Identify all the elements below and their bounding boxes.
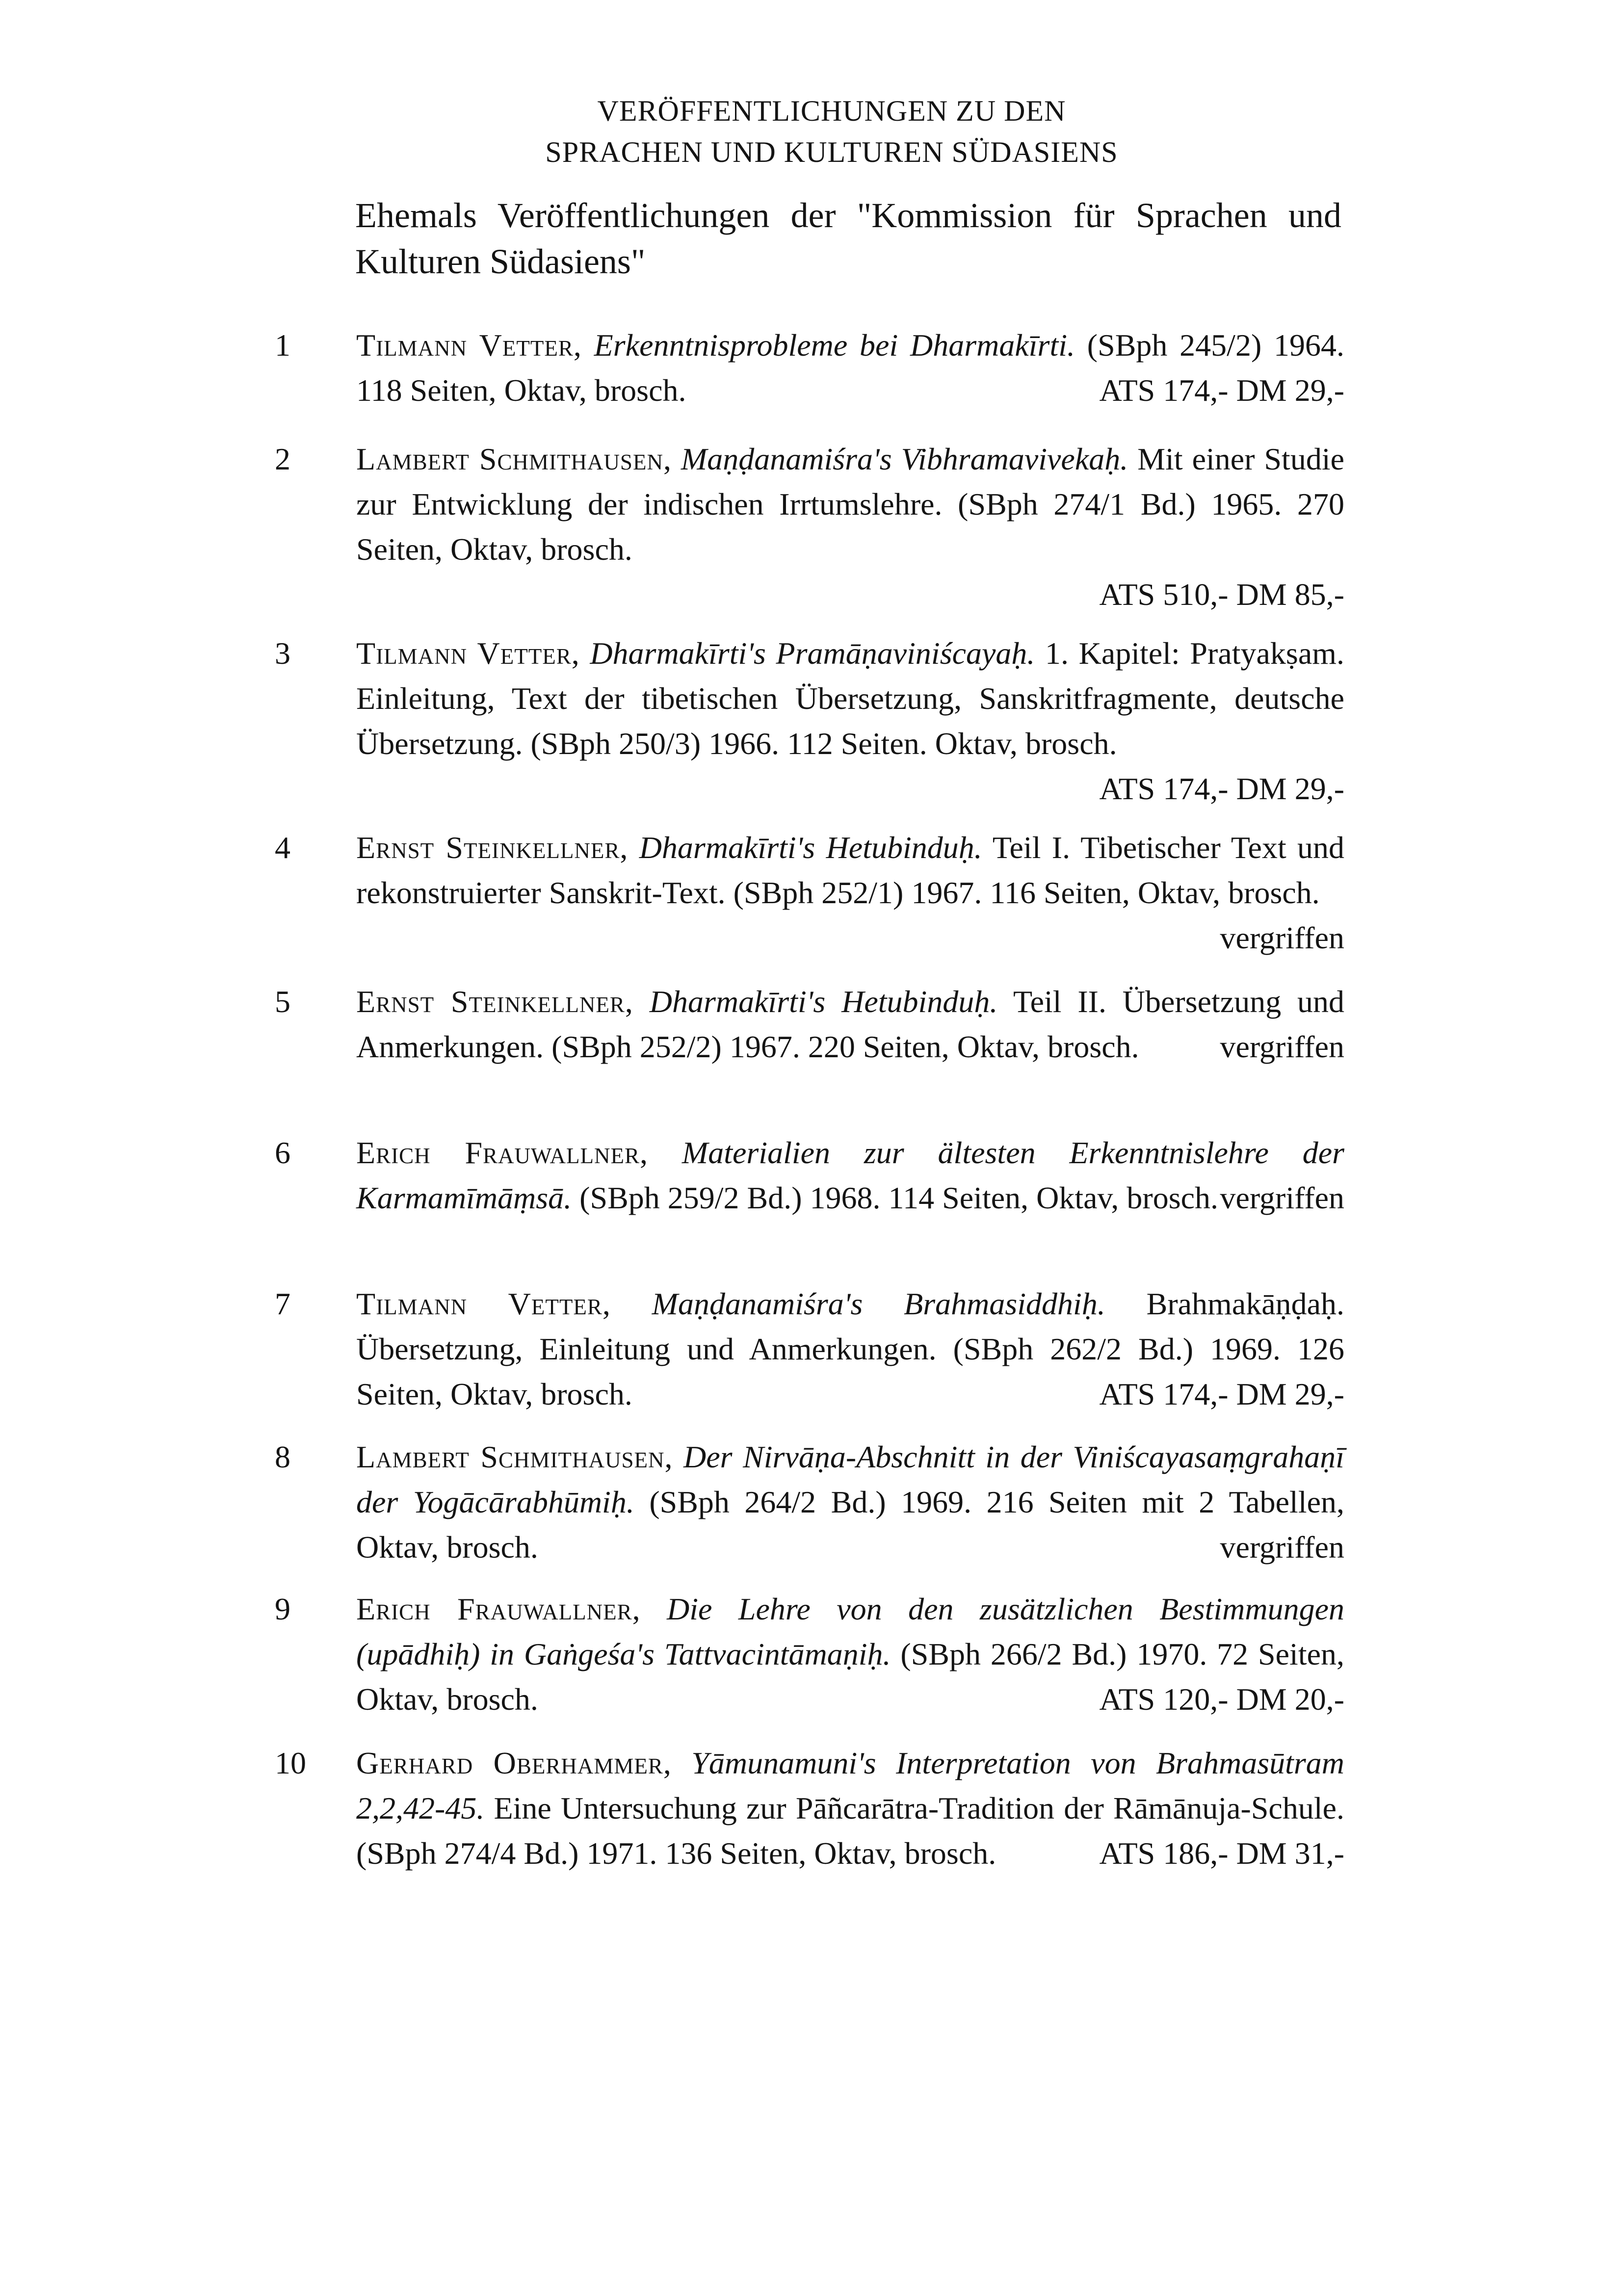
entry-details: Teil I. Tibetischer Text und rekonstruierter Sanskrit-Text. (SBph 252/1) 1967. 116 Seiten, Oktav, brosch. [356, 830, 1345, 910]
entry-author: Ernst Steinkellner, [356, 830, 629, 865]
entry-title: Materialien zur ältesten Erkenntnislehre der Karmamīmāṃsā. [356, 1135, 1345, 1215]
entry-body [356, 1741, 1344, 1876]
series-header-line2: SPRACHEN UND KULTUREN SÜDASIENS [545, 136, 1118, 168]
entry-details: (SBph 264/2 Bd.) 1969. 216 Seiten mit 2 Tabellen, Oktav, brosch. [356, 1485, 1345, 1565]
entry-number: 10 [275, 1746, 306, 1780]
entry-price: ATS 174,- DM 29,- [1099, 1377, 1344, 1411]
entry-price: ATS 174,- DM 29,- [1099, 373, 1344, 408]
entry-title: Maṇḍanamiśra's Vibhramavivekaḥ. [681, 442, 1128, 476]
entry-body [356, 1130, 1344, 1221]
entry-author: Gerhard Oberhammer, [356, 1746, 672, 1780]
entry-body [356, 1587, 1344, 1722]
entry-price: ATS 174,- DM 29,- [1099, 771, 1344, 806]
entry-number: 5 [275, 984, 290, 1019]
entry-title: Der Nirvāṇa-Abschnitt in der Viniścayasaṃgrahaṇī der Yogācārabhūmiḥ. [356, 1439, 1344, 1519]
entry-number: 4 [275, 830, 290, 865]
entry-number: 6 [275, 1135, 290, 1170]
entry-author: Lambert Schmithausen, [356, 1439, 673, 1474]
entry-details: (SBph 266/2 Bd.) 1970. 72 Seiten, Oktav, brosch. [356, 1637, 1345, 1717]
entry-title: Maṇḍanamiśra's Brahmasiddhiḥ. [652, 1286, 1105, 1321]
entry-number: 9 [275, 1592, 290, 1626]
entry-number: 1 [275, 328, 290, 363]
entry-author: Erich Frauwallner, [356, 1592, 641, 1626]
entry-author: Lambert Schmithausen, [356, 442, 672, 476]
entry-details: Eine Untersuchung zur Pāñcarātra-Tradition der Rāmānuja-Schule. (SBph 274/4 Bd.) 1971. 136 Seiten, Oktav, brosch. [356, 1791, 1345, 1871]
entry-price: vergriffen [1220, 1029, 1344, 1064]
entry-title: Dharmakīrti's Pramāṇaviniścayaḥ. [590, 636, 1035, 671]
entry-price: ATS 120,- DM 20,- [1099, 1682, 1344, 1717]
series-subtitle: Ehemals Veröffentlichungen der "Kommission für Sprachen und Kulturen Südasiens" [355, 196, 1341, 281]
entry-price: vergriffen [1220, 920, 1344, 955]
entry-author: Erich Frauwallner, [356, 1135, 649, 1170]
entry-details: (SBph 245/2) 1964. 118 Seiten, Oktav, brosch. [356, 328, 1345, 408]
entry-details: (SBph 259/2 Bd.) 1968. 114 Seiten, Oktav, brosch. [579, 1180, 1218, 1215]
entry-details: Mit einer Studie zur Entwicklung der indischen Irrtumslehre. (SBph 274/1 Bd.) 1965. 270 Seiten, Oktav, brosch. [356, 442, 1345, 567]
entry-author: Tilmann Vetter, [356, 636, 580, 671]
entry-body [356, 1281, 1344, 1417]
entry-body [356, 437, 1344, 617]
entry-number: 7 [275, 1286, 290, 1321]
entry-body [356, 825, 1344, 961]
entry-body [356, 979, 1344, 1070]
entry-price: ATS 510,- DM 85,- [1099, 577, 1344, 612]
entry-body [356, 631, 1344, 811]
entry-details: Teil II. Übersetzung und Anmerkungen. (SBph 252/2) 1967. 220 Seiten, Oktav, brosch. [356, 984, 1344, 1064]
entry-number: 2 [275, 442, 290, 476]
entry-title: Die Lehre von den zusätzlichen Bestimmungen (upādhiḥ) in Gaṅgeśa's Tattvacintāmaṇiḥ. [356, 1592, 1345, 1671]
entry-details: Brahmakāṇḍaḥ. Übersetzung, Einleitung und Anmerkungen. (SBph 262/2 Bd.) 1969. 126 Seiten, Oktav, brosch. [356, 1286, 1345, 1411]
series-header-line1: VERÖFFENTLICHUNGEN ZU DEN [597, 95, 1066, 127]
entry-price: vergriffen [1220, 1180, 1344, 1215]
entry-author: Ernst Steinkellner, [356, 984, 633, 1019]
entry-body [356, 1435, 1344, 1570]
entry-details: 1. Kapitel: Pratyakṣam. Einleitung, Text der tibetischen Übersetzung, Sanskritfragmente, deutsche Übersetzung. (SBph 250/3) 1966. 112 Seiten. Oktav, brosch. [356, 636, 1345, 761]
entry-price: ATS 186,- DM 31,- [1099, 1836, 1344, 1871]
entry-title: Dharmakīrti's Hetubinduḥ. [649, 984, 998, 1019]
entry-author: Tilmann Vetter, [356, 328, 582, 363]
entry-title: Dharmakīrti's Hetubinduḥ. [639, 830, 982, 865]
entry-title: Erkenntnisprobleme bei Dharmakīrti. [594, 328, 1075, 363]
entry-author: Tilmann Vetter, [356, 1286, 611, 1321]
entry-body [356, 323, 1344, 413]
entry-price: vergriffen [1220, 1530, 1344, 1565]
entry-number: 8 [275, 1439, 290, 1474]
entry-title: Yāmunamuni's Interpretation von Brahmasūtram 2,2,42-45. [356, 1746, 1345, 1826]
entry-number: 3 [275, 636, 290, 671]
